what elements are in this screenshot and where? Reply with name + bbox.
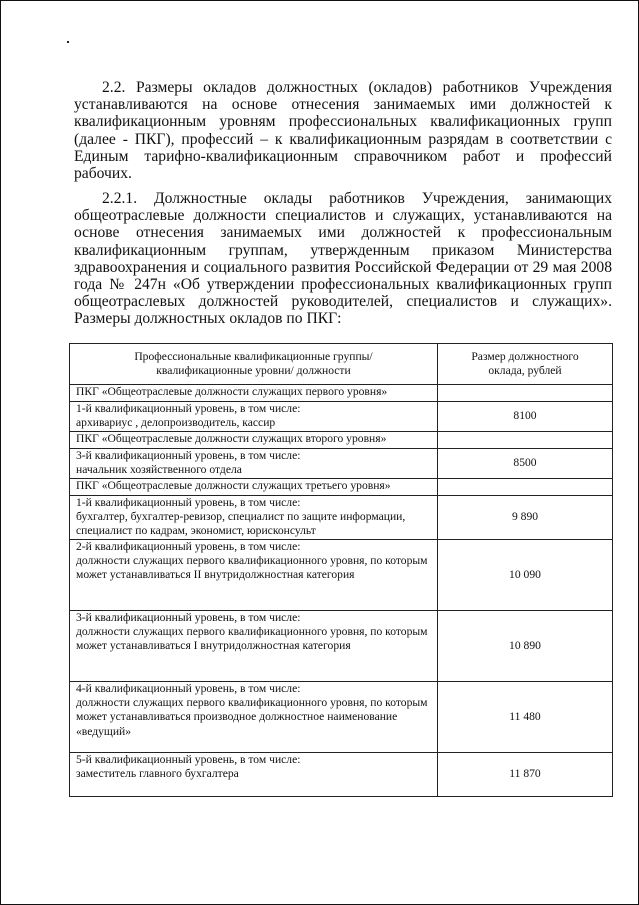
level-positions: должности служащих первого квалификационного уровня, по которым может устанавливаться II внутридолжностная категория: [76, 554, 428, 582]
level-cell: [70, 753, 438, 797]
paragraph-2-2-1-text: 2.2.1. Должностные оклады работников Учреждения, занимающих общеотраслевые должности специалистов и служащих, устанавливаются на основе отнесения занимаемых ими должностей к профессиональным квалификационным группам, утвержденным приказом Министерства здравоохранения и социального развития Российской Федерации от 29 мая 2008 года № 247н «Об утверждении профессиональных квалификационных групп общеотраслевых должностей руководителей, специалистов и служащих». Размеры должностных окладов по ПКГ:: [74, 190, 612, 328]
salary-value: 8500: [438, 449, 613, 479]
group-label: ПКГ «Общеотраслевые должности служащих первого уровня»: [70, 385, 438, 402]
level-positions: архивариус , делопроизводитель, кассир: [76, 416, 276, 430]
level-cell: [70, 402, 438, 432]
table-row: [70, 682, 613, 753]
level-positions: должности служащих первого квалификационного уровня, по которым может устанавливаться производное должностное наименование «ведущий»: [76, 696, 428, 738]
salary-value: 10 890: [438, 611, 613, 682]
level-cell: [70, 611, 438, 682]
table-row: [70, 479, 613, 496]
header-groups: [70, 344, 438, 385]
level-label: 4-й квалификационный уровень, в том числе:: [76, 682, 301, 695]
level-positions: начальник хозяйственного отдела: [76, 463, 242, 477]
level-label: 3-й квалификационный уровень, в том числе:: [76, 449, 301, 462]
level-label: 1-й квалификационный уровень, в том числе:: [76, 496, 301, 509]
level-cell: [70, 682, 438, 753]
table-row: [70, 432, 613, 449]
level-label: 3-й квалификационный уровень, в том числе:: [76, 611, 301, 624]
table-header-row: [70, 344, 613, 385]
paragraph-2-2-text: 2.2. Размеры окладов должностных (окладов) работников Учреждения устанавливаются на основе отнесения занимаемых ими должностей к квалификационным уровням профессиональных квалификационных групп (далее - ПКГ), профессий – к квалификационным разрядам в соответствии с Единым тарифно-квалификационным справочником работ и профессий рабочих.: [74, 79, 612, 183]
header-salary-line1: Размер должностного: [471, 349, 579, 363]
level-label: 2-й квалификационный уровень, в том числе:: [76, 540, 301, 553]
level-label: 5-й квалификационный уровень, в том числе:: [76, 753, 301, 766]
header-salary-line2: оклада, рублей: [488, 364, 562, 377]
table-row: [70, 540, 613, 611]
level-cell: [70, 540, 438, 611]
level-cell: [70, 449, 438, 479]
salary-value: [438, 385, 613, 402]
salary-value: 9 890: [438, 496, 613, 540]
salary-value: 8100: [438, 402, 613, 432]
table-row: [70, 385, 613, 402]
header-groups-line2: квалификационные уровни/ должности: [156, 364, 351, 377]
salary-value: [438, 479, 613, 496]
level-positions: бухгалтер, бухгалтер-ревизор, специалист по защите информации, специалист по кадрам, экономист, юрисконсульт: [76, 510, 406, 538]
table-row: [70, 496, 613, 540]
group-label: ПКГ «Общеотраслевые должности служащих второго уровня»: [70, 432, 438, 449]
level-label: 1-й квалификационный уровень, в том числе:: [76, 402, 301, 415]
header-groups-line1: Профессиональные квалификационные группы/: [134, 349, 373, 363]
paragraph-2-2-1: [74, 190, 612, 328]
salary-value: 11 870: [438, 753, 613, 797]
table-row: [70, 611, 613, 682]
level-positions: должности служащих первого квалификационного уровня, по которым может устанавливаться I внутридолжностная категория: [76, 625, 428, 653]
salary-value: [438, 432, 613, 449]
paragraph-2-2: [74, 79, 612, 182]
table-row: [70, 753, 613, 797]
salary-value: 10 090: [438, 540, 613, 611]
header-salary: [438, 344, 613, 385]
scan-speck: [67, 41, 69, 43]
table-row: [70, 449, 613, 479]
salary-value: 11 480: [438, 682, 613, 753]
table-row: [70, 402, 613, 432]
level-cell: [70, 496, 438, 540]
salary-table: [69, 343, 613, 797]
level-positions: заместитель главного бухгалтера: [76, 767, 239, 781]
group-label: ПКГ «Общеотраслевые должности служащих третьего уровня»: [70, 479, 438, 496]
